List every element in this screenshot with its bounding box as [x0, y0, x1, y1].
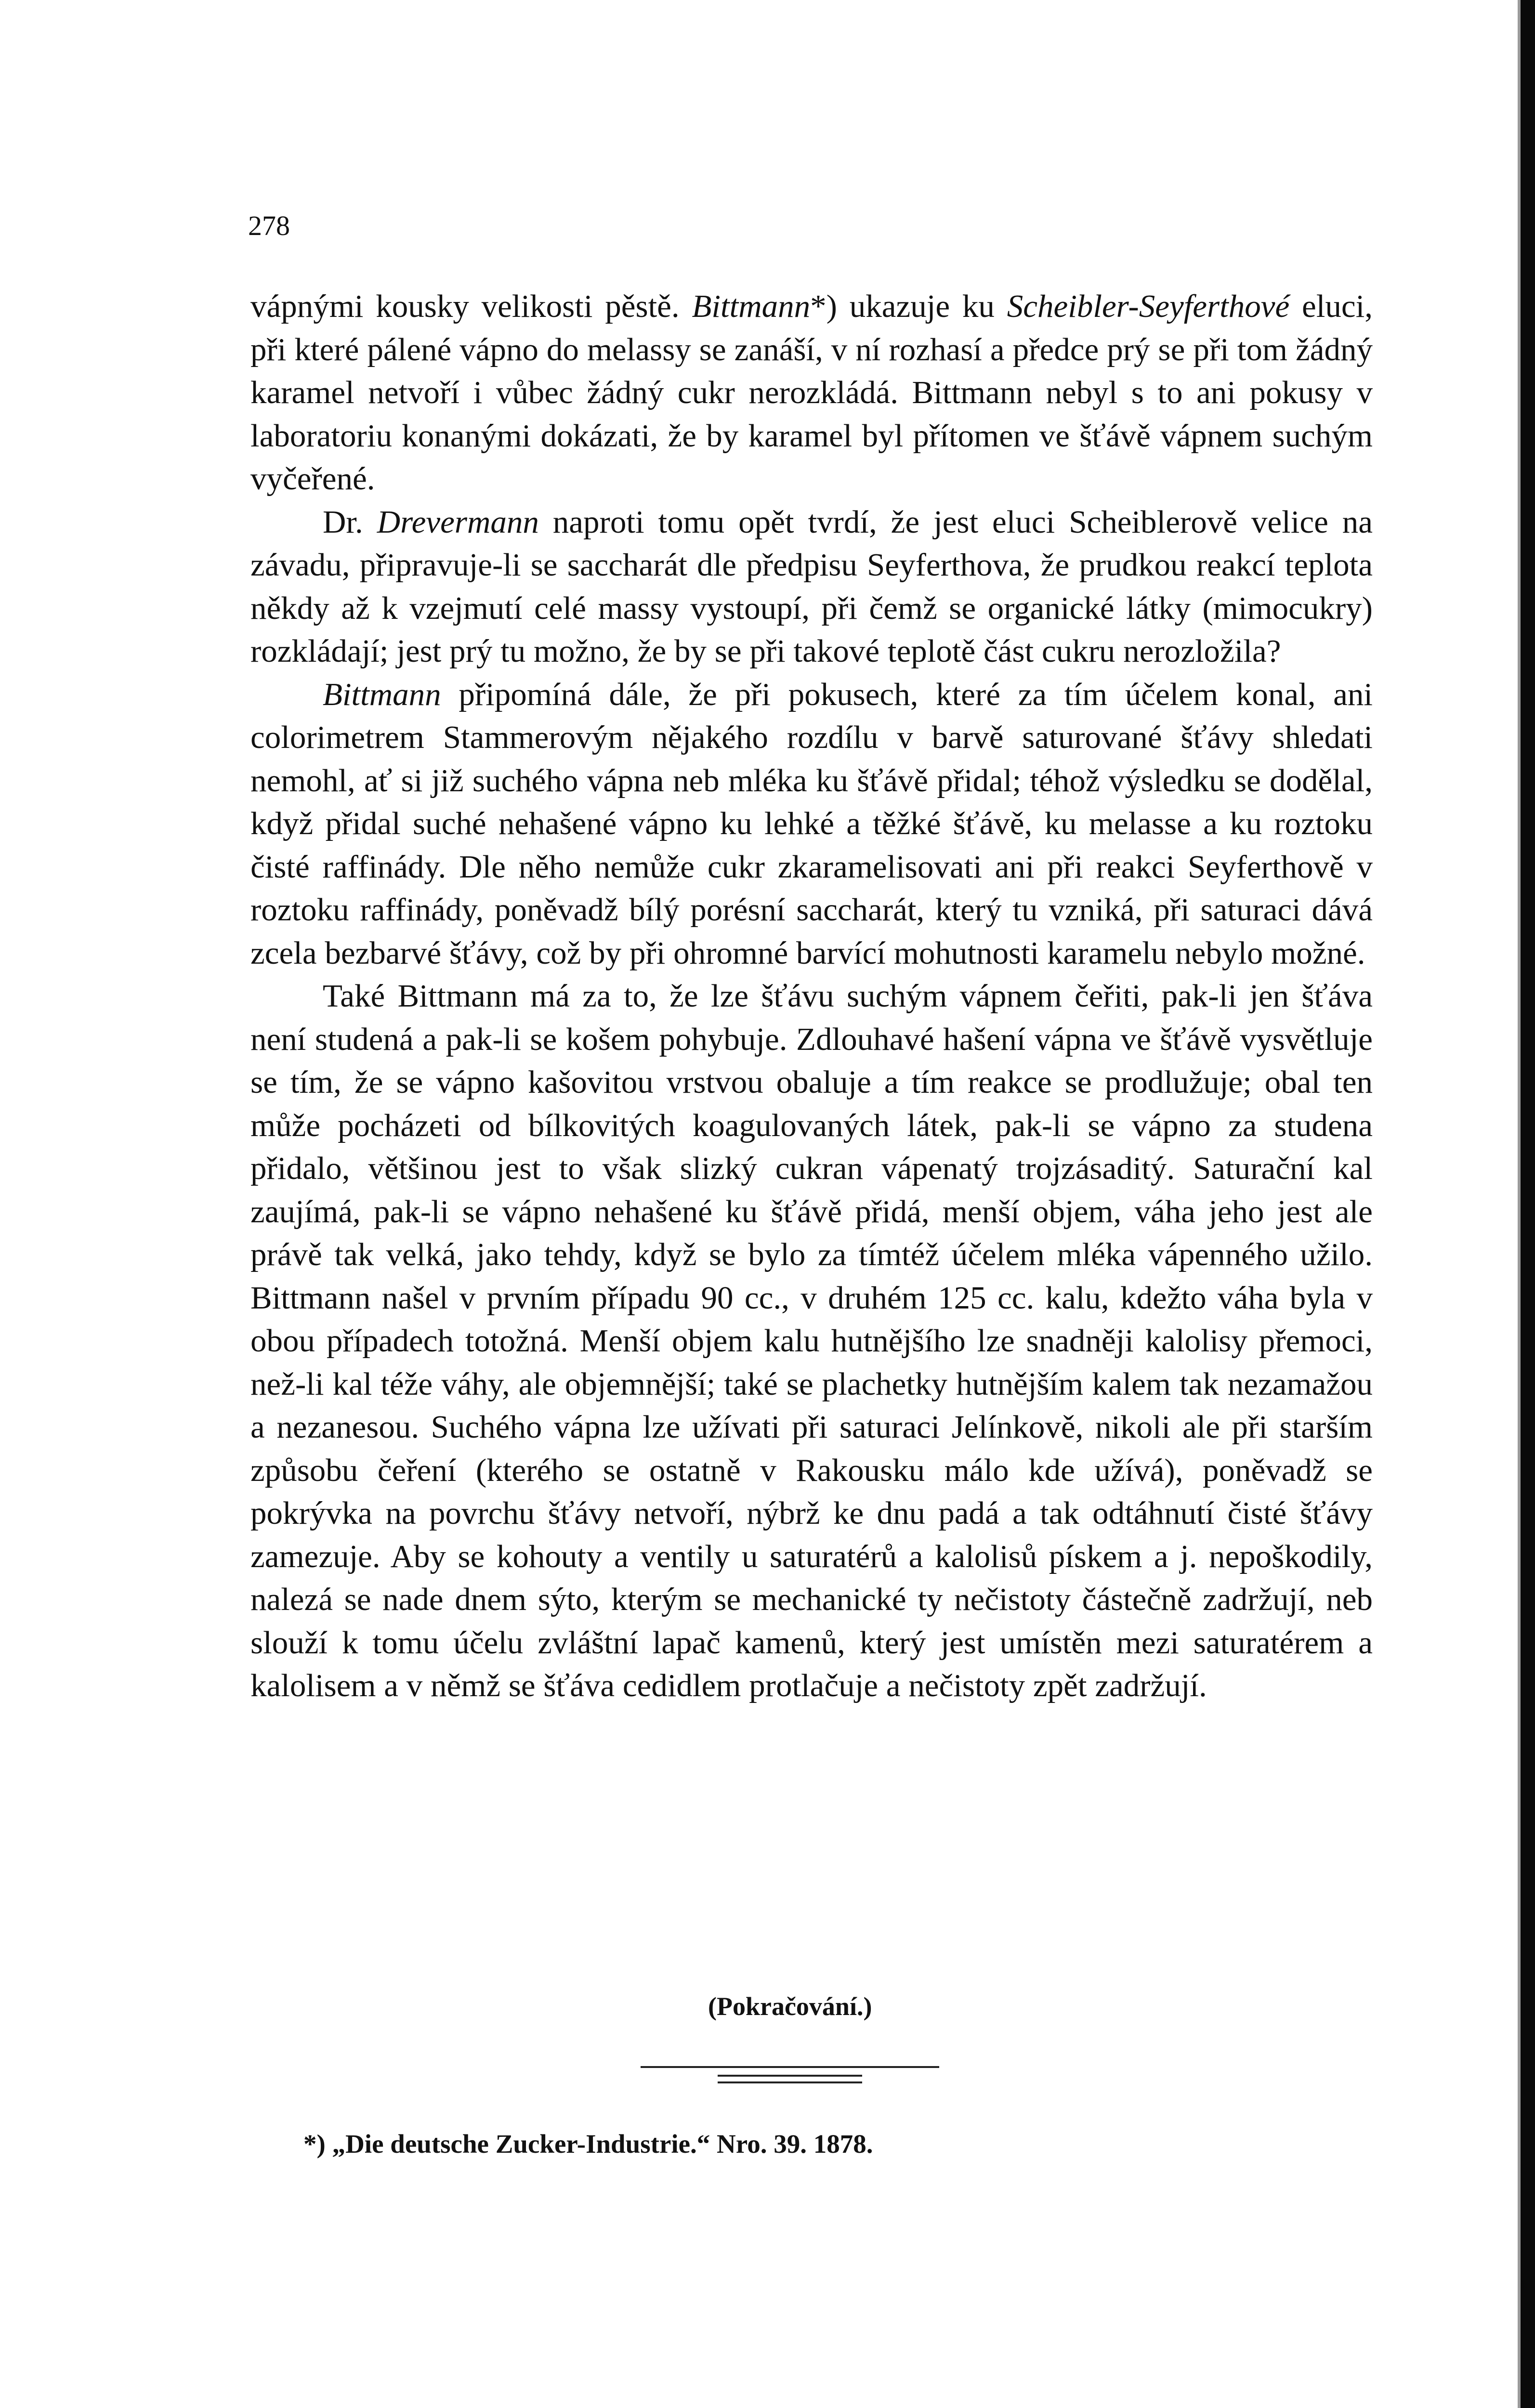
continuation-note: (Pokračování.) — [708, 1992, 872, 2021]
paragraph — [250, 673, 1373, 975]
paragraph — [250, 501, 1373, 673]
text-run: eluci, při které pálené vápno do melassy se zanáší, v ní rozhasí a předce prý se při tom žádný karamel netvoří i vůbec žádný cukr nerozkládá. Bittmann nebyl s to ani pokusy v laboratoriu konanými dokázati, že by karamel byl přítomen ve šťávě vápnem suchým vyčeřené. — [250, 288, 1373, 497]
text-run: Dr. — [323, 504, 377, 540]
text-run: Také Bittmann má za to, že lze šťávu suchým vápnem čeřiti, pak-li jen šťáva není studená a pak-li se košem pohybuje. Zdlouhavé hašení vápna ve šťávě vysvětluje se tím, že se vápno kašovitou vrstvou obaluje a tím reakce se prodlužuje; obal ten může pocházeti od bílkovitých koagulovaných látek, pak-li se vápno za studena přidalo, většinou jest to však slizký cukran vápenatý trojzásaditý. Saturační kal zaujímá, pak-li se vápno nehašené ku šťávě přidá, menší objem, váha jeho jest ale právě tak velká, jako tehdy, když se bylo za tímtéž účelem mléka vápenného užilo. Bittmann našel v prvním případu 90 cc., v druhém 125 cc. kalu, kdežto váha byla v obou případech totožná. Menší objem kalu hutnějšího lze snadněji kalolisy přemoci, než-li kal téže váhy, ale objemnější; také se plachetky hutnějším kalem tak nezamažou a nezanesou. Suchého vápna lze užívati při saturaci Jelínkově, nikoli ale při starším způsobu čeření (kterého se ostatně v Rakousku málo kde užívá), poněvadž se pokrývka na povrchu šťávy netvoří, nýbrž ke dnu padá a tak odtáhnutí čisté šťávy zamezuje. Aby se kohouty a ventily u saturatérů a kalolisů pískem a j. nepoškodily, nalezá se nade dnem sýto, kterým se mechanické ty nečistoty částečně zadržují, neb slouží k tomu účelu zvláštní lapač kamenů, který jest umístěn mezi saturatérem a kalolisem a v němž se šťáva cedidlem protlačuje a nečistoty zpět zadržují. — [250, 978, 1373, 1703]
italic-name: Scheibler-Seyferthové — [1007, 288, 1290, 324]
footnote: *) „Die deutsche Zucker-Industrie.“ Nro. 39. 1878. — [303, 2129, 873, 2159]
scan-edge — [1521, 0, 1535, 2408]
page-number: 278 — [248, 210, 290, 241]
italic-name: Bittmann — [323, 676, 441, 712]
text-run: *) ukazuje ku — [810, 288, 1007, 324]
italic-name: Drevermann — [377, 504, 539, 540]
text-run: vápnými kousky velikosti pěstě. — [250, 288, 692, 324]
italic-name: Bittmann — [692, 288, 811, 324]
separator-rule — [641, 2066, 939, 2068]
paragraph — [250, 975, 1373, 1708]
text-run: připomíná dále, že při pokusech, které za tím účelem konal, ani colorimetrem Stammerovým nějakého rozdílu v barvě saturované šťávy shledati nemohl, ať si již suchého vápna neb mléka ku šťávě přidal; téhož výsledku se dodělal, když přidal suché nehašené vápno ku lehké a těžké šťávě, ku melasse a ku roztoku čisté raffinády. Dle něho nemůže cukr zkaramelisovati ani při reakci Seyferthově v roztoku raffinády, poněvadž bílý porésní saccharát, který tu vzniká, při saturaci dává zcela bezbarvé šťávy, což by při ohromné barvící mohutnosti karamelu nebylo možné. — [250, 676, 1373, 971]
paragraph — [250, 285, 1373, 501]
separator-rule — [718, 2075, 862, 2077]
separator-rule — [718, 2081, 862, 2083]
body-text — [250, 285, 1373, 1708]
text-run: naproti tomu opět tvrdí, že jest eluci Scheiblerově velice na závadu, připravuje-li se saccharát dle předpisu Seyferthova, že prudkou reakcí teplota někdy až k vzejmutí celé massy vystoupí, při čemž se organické látky (mimocukry) rozkládají; jest prý tu možno, že by se při takové teplotě část cukru nerozložila? — [250, 504, 1373, 669]
